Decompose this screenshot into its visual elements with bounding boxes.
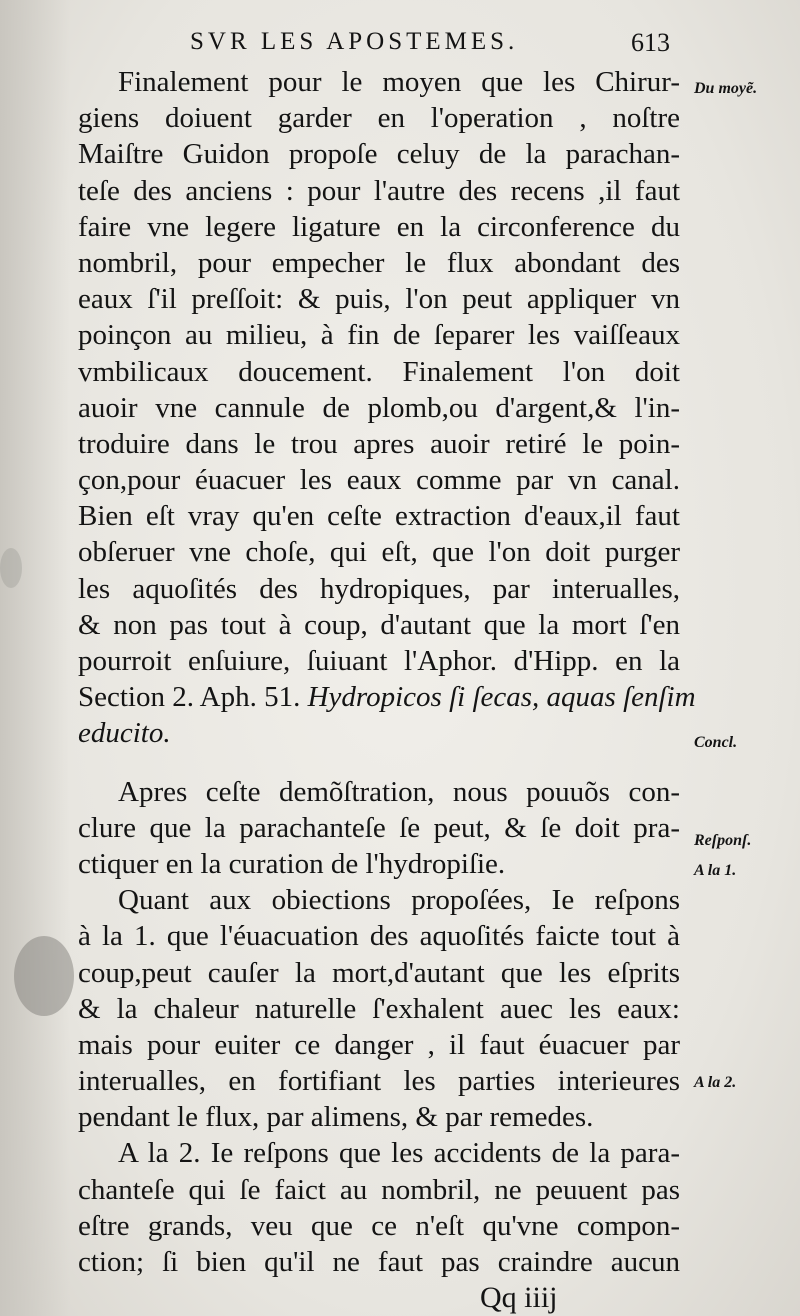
page-number: 613 bbox=[631, 28, 670, 57]
text-line: mais pour euiter ce danger , il faut éuacuer par bbox=[78, 1028, 680, 1061]
text-line: les aquoſités des hydropiques, par interualles, bbox=[78, 572, 680, 605]
text-line: eſtre grands, veu que ce n'eſt qu'vne compon- bbox=[78, 1209, 680, 1242]
text-line: eaux ſ'il preſſoit: & puis, l'on peut appliquer vn bbox=[78, 283, 680, 316]
text-line: giens doiuent garder en l'operation , noſtre bbox=[78, 102, 680, 135]
text-line: pourroit enſuiure, ſuiuant l'Aphor. d'Hipp. en la bbox=[78, 645, 680, 677]
text-line: à la 1. que l'éuacuation des aquoſités faicte tout à bbox=[78, 920, 680, 953]
gutter-shadow bbox=[0, 0, 70, 1316]
text-line: obſeruer vne choſe, qui eſt, que l'on doit purger bbox=[78, 536, 680, 569]
catchword: Qq iiij bbox=[480, 1281, 558, 1315]
margin-note: A la 2. bbox=[694, 1074, 737, 1091]
text-line: Finalement pour le moyen que les Chirur- bbox=[118, 66, 680, 98]
text-line: faire vne legere ligature en la circonference du bbox=[78, 210, 680, 243]
text-line: A la 2. Ie reſpons que les accidents de la para- bbox=[118, 1137, 680, 1170]
text-line: & la chaleur naturelle ſ'exhalent auec les eaux: bbox=[78, 992, 680, 1025]
text-line: troduire dans le trou apres auoir retiré le poin- bbox=[78, 427, 680, 460]
text-line: Apres ceſte demõſtration, nous pouuõs con- bbox=[118, 775, 680, 808]
text-line: ctiquer en la curation de l'hydropiſie. bbox=[78, 847, 506, 880]
text-line: pendant le flux, par alimens, & par remedes. bbox=[78, 1101, 594, 1134]
text-line: ction; ſi bien qu'il ne faut pas craindre aucun bbox=[78, 1246, 680, 1278]
page-header bbox=[190, 28, 670, 64]
text-line: clure que la parachanteſe ſe peut, & ſe doit pra- bbox=[78, 811, 680, 844]
text-line: auoir vne cannule de plomb,ou d'argent,& l'in- bbox=[78, 391, 680, 424]
margin-note: Du moyẽ. bbox=[694, 80, 758, 97]
paper-stain-small bbox=[0, 548, 22, 588]
running-head: SVR LES APOSTEMES. bbox=[190, 28, 519, 55]
margin-note: Concl. bbox=[694, 734, 738, 751]
text-line: coup,peut cauſer la mort,d'autant que les eſprits bbox=[78, 956, 680, 989]
text-line: teſe des anciens : pour l'autre des recens ,il faut bbox=[78, 174, 680, 207]
text-line: educito. bbox=[78, 717, 171, 750]
text-line: & non pas tout à coup, d'autant que la mort ſ'en bbox=[78, 608, 680, 641]
text-line: nombril, pour empecher le flux abondant des bbox=[78, 246, 680, 279]
body-text bbox=[78, 64, 696, 1316]
text-line: interualles, en fortifiant les parties interieures bbox=[78, 1065, 680, 1098]
margin-note: A la 1. bbox=[694, 862, 737, 879]
paper-stain bbox=[14, 936, 74, 1016]
text-line-with-quote bbox=[78, 679, 696, 715]
text-line: Quant aux obiections propoſées, Ie reſpons bbox=[118, 884, 680, 917]
text-line: Maiſtre Guidon propoſe celuy de la parachan- bbox=[78, 138, 680, 171]
text-line: chanteſe qui ſe faict au nombril, ne peuuent pas bbox=[78, 1173, 680, 1206]
margin-note: Reſponſ. bbox=[694, 832, 752, 849]
text-line: çon,pour éuacuer les eaux comme par vn canal. bbox=[78, 464, 680, 497]
latin-quote: Hydropicos ſi ſecas, aquas ſenſim bbox=[307, 681, 696, 714]
text-line: poinçon au milieu, à fin de ſeparer les vaiſſeaux bbox=[78, 319, 680, 352]
text-line: vmbilicaux doucement. Finalement l'on doit bbox=[78, 355, 680, 388]
aphorism-reference: Section 2. Aph. 51. bbox=[78, 681, 301, 714]
text-line: Bien eſt vray qu'en ceſte extraction d'eaux,il faut bbox=[78, 500, 680, 533]
